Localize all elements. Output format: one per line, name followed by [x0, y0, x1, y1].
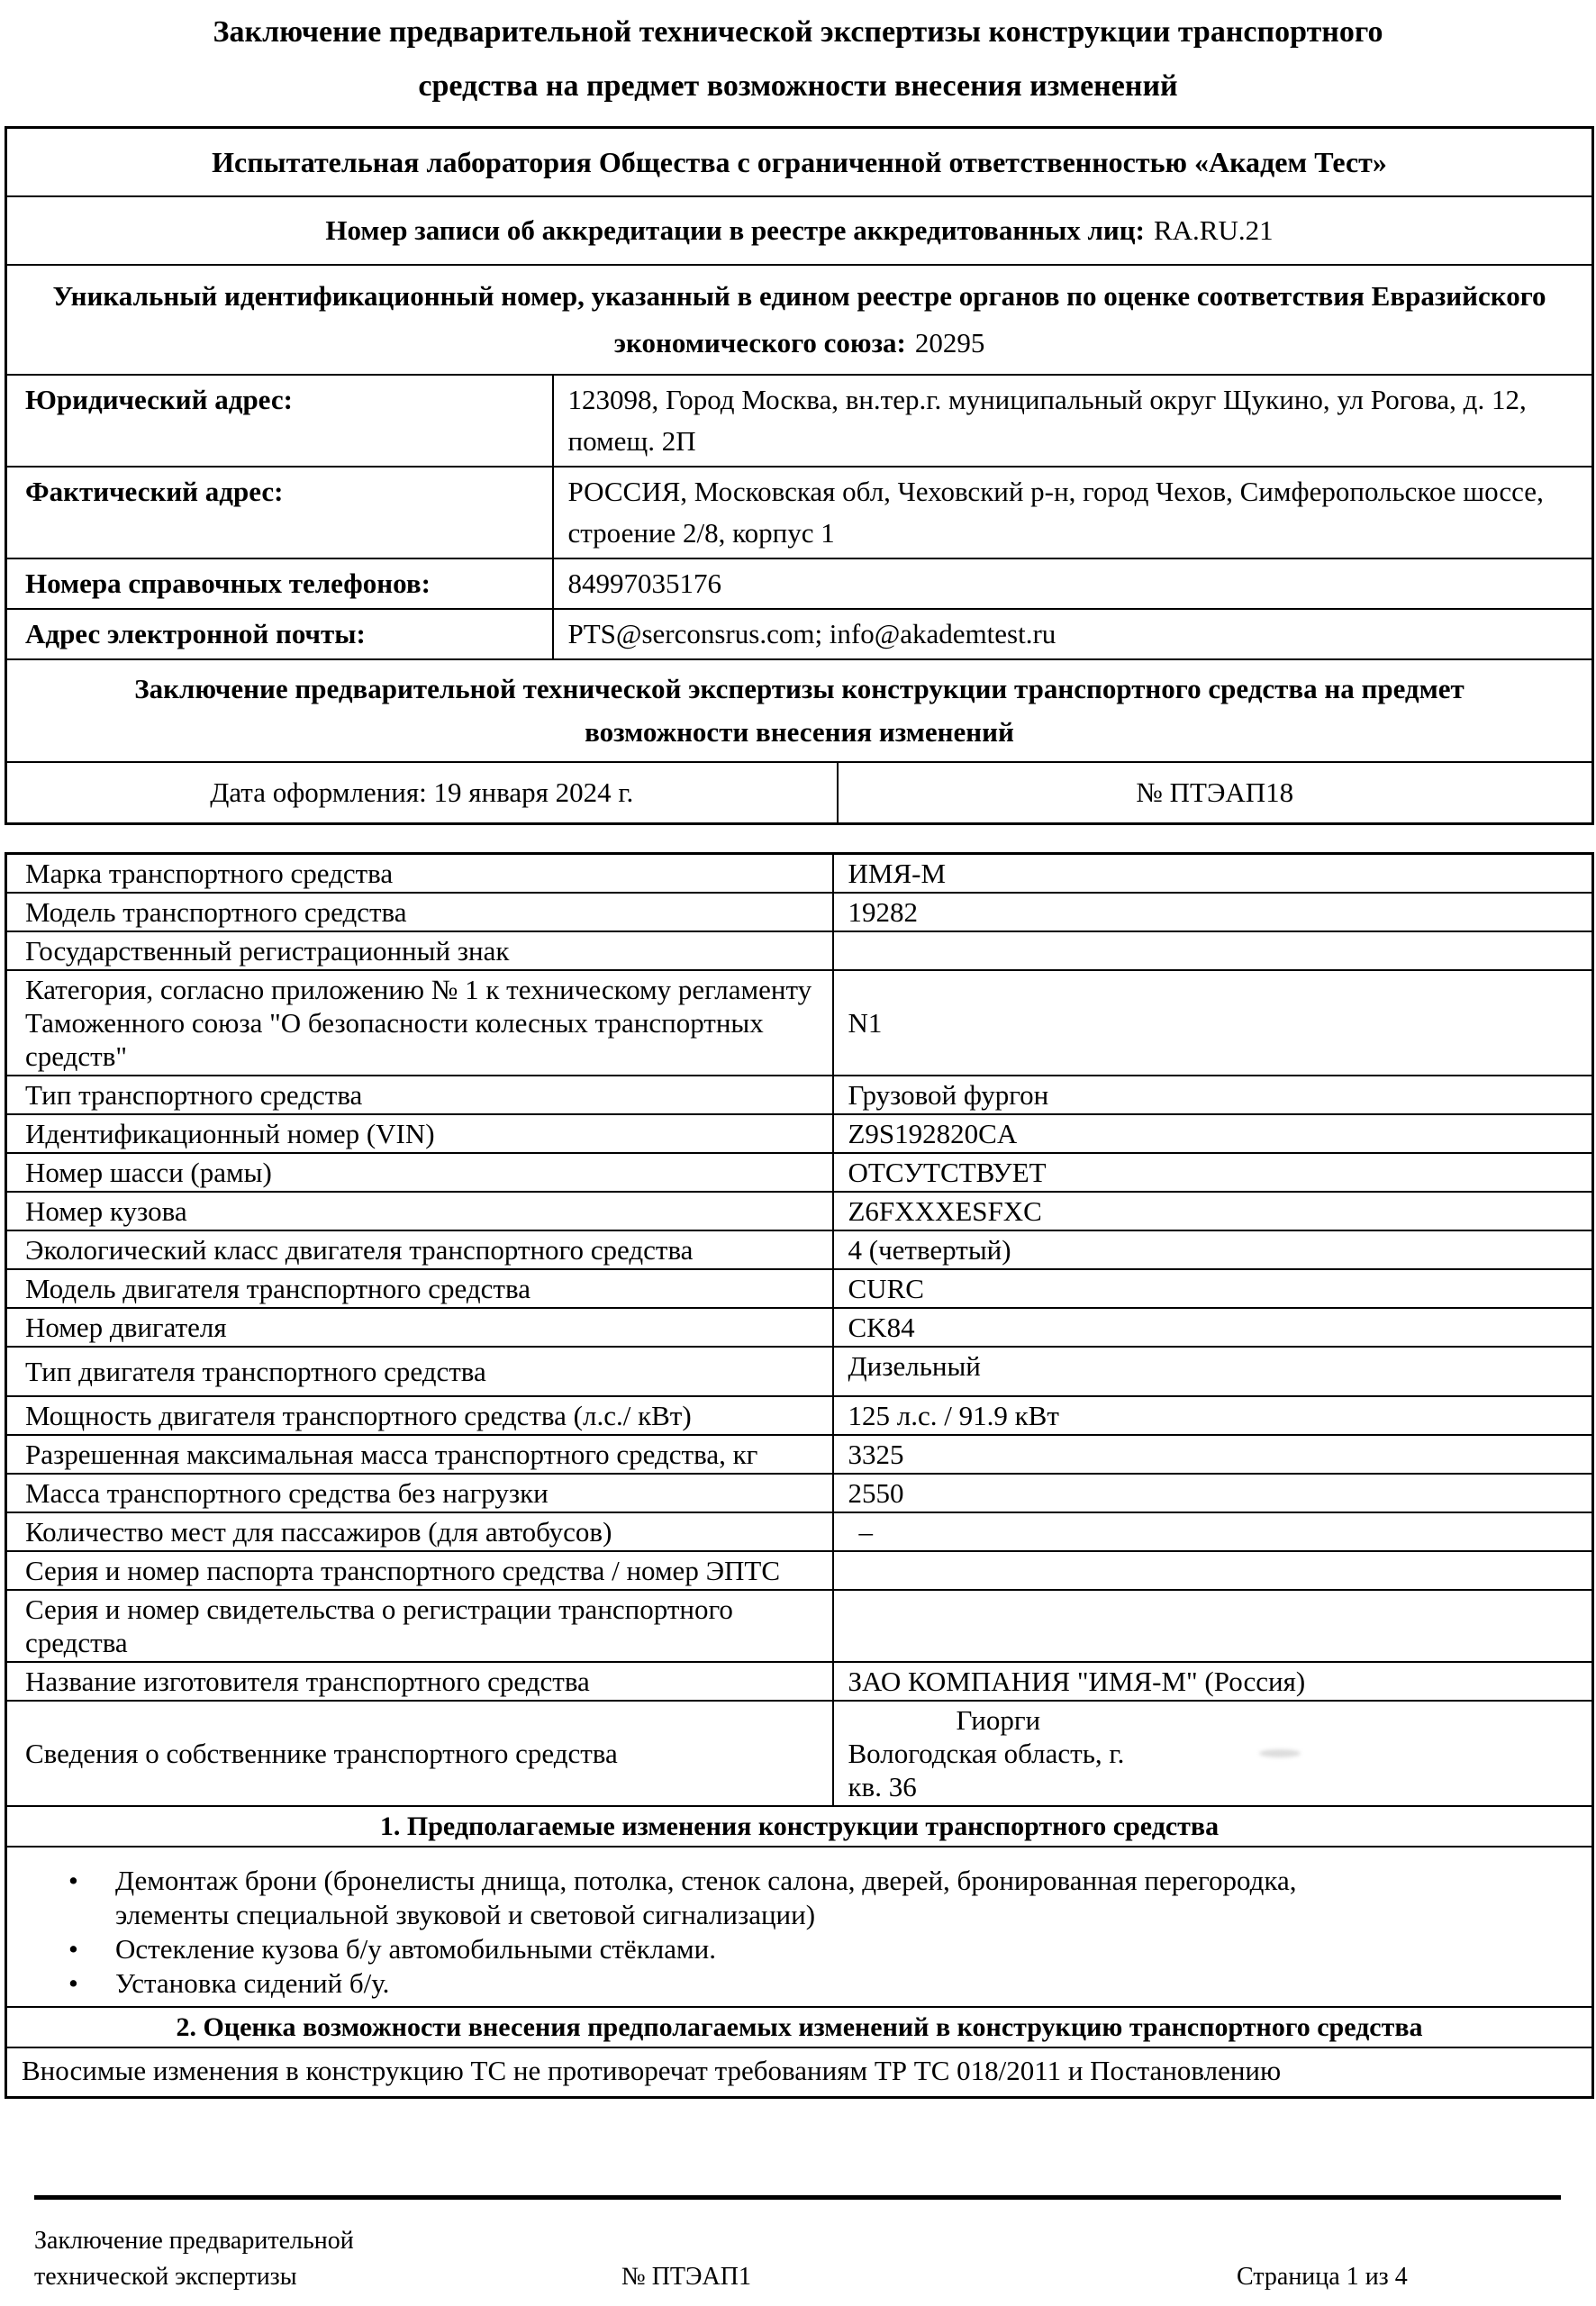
phones-label: Номера справочных телефонов:: [25, 567, 431, 599]
table-row: [6, 196, 1593, 265]
table-row: [6, 1192, 1593, 1230]
conclusion-title-cell: [6, 659, 1593, 762]
bullet-icon: •: [68, 1933, 78, 1965]
row-label: Номер кузова: [25, 1195, 187, 1227]
max-mass-label-cell: [6, 1435, 833, 1474]
table-row: [6, 762, 1593, 824]
table-row: [6, 375, 1593, 467]
engine-power-label-cell: [6, 1396, 833, 1435]
change-item-text: Демонтаж брони (бронелисты днища, потолка, стенок салона, дверей, бронированная перегородка, элементы специальной звуковой и световой сигнализации): [115, 1865, 1297, 1930]
table-row: [6, 970, 1593, 1076]
table-row: [6, 1551, 1593, 1590]
table-row: [6, 1076, 1593, 1114]
row-label: Название изготовителя транспортного средства: [25, 1666, 590, 1697]
vehicle-type-label-cell: [6, 1076, 833, 1114]
table-row: [6, 1153, 1593, 1192]
section1-heading-cell: [6, 1806, 1593, 1847]
row-label: Номер двигателя: [25, 1312, 227, 1343]
org-info-table: [5, 126, 1594, 825]
owner-name: Гиорги: [956, 1704, 1041, 1736]
page-title: Заключение предварительной технической экспертизы конструкции транспортного средства на предмет возможности внесения изменений: [213, 15, 1383, 103]
table-row: [6, 1308, 1593, 1347]
eco-class-value-cell: 4 (четвертый): [833, 1230, 1593, 1269]
vehicle-brand-value-cell: ИМЯ-М: [833, 854, 1593, 894]
table-row: [6, 1435, 1593, 1474]
engine-number-value-cell: CK84: [833, 1308, 1593, 1347]
row-label: Тип двигателя транспортного средства: [25, 1356, 486, 1387]
reg-plate-label-cell: [6, 931, 833, 970]
unladen-mass-label-cell: [6, 1474, 833, 1512]
owner-apartment: кв. 36: [848, 1771, 917, 1802]
table-row: [6, 467, 1593, 558]
engine-type-value-cell: Дизельный: [833, 1347, 1593, 1396]
seats-label-cell: [6, 1512, 833, 1551]
table-row: [6, 1347, 1593, 1396]
row-label: Тип транспортного средства: [25, 1079, 363, 1111]
table-row: [6, 931, 1593, 970]
table-row: [6, 1701, 1593, 1806]
row-label: Количество мест для пассажиров (для автобусов): [25, 1516, 612, 1548]
change-item-text: Установка сидений б/у.: [115, 1967, 390, 1999]
row-label: Масса транспортного средства без нагрузки: [25, 1477, 549, 1509]
category-value-cell: N1: [833, 970, 1593, 1076]
table-row: [6, 128, 1593, 197]
changes-list-cell: [6, 1847, 1593, 2007]
seats-value-cell: –: [833, 1512, 1593, 1551]
vin-label-cell: [6, 1114, 833, 1153]
owner-region-line: [848, 1737, 1583, 1770]
section1-heading: 1. Предполагаемые изменения конструкции транспортного средства: [379, 1811, 1220, 1841]
row-label: Модель двигателя транспортного средства: [25, 1273, 530, 1304]
unique-number-cell: [6, 265, 1593, 375]
table-row: [6, 1269, 1593, 1308]
row-label: Государственный регистрационный знак: [25, 935, 510, 967]
lab-name: Испытательная лаборатория Общества с ограниченной ответственностью «Академ Тест»: [212, 146, 1387, 178]
accreditation-value: RA.RU.21: [1153, 214, 1274, 246]
vehicle-brand-label-cell: [6, 854, 833, 894]
list-item: [7, 1932, 1582, 1966]
engine-type-label-cell: [6, 1347, 833, 1396]
table-row: [6, 265, 1593, 375]
table-row: [6, 854, 1593, 894]
actual-address-label-cell: [6, 467, 553, 558]
phones-value: 84997035176: [567, 567, 721, 599]
chassis-value-cell: ОТСУТСТВУЕТ: [833, 1153, 1593, 1192]
unique-number-value: 20295: [914, 327, 985, 359]
owner-region: Вологодская область, г.: [848, 1738, 1125, 1769]
doc-number-cell: [838, 762, 1593, 824]
manufacturer-value-cell: ЗАО КОМПАНИЯ "ИМЯ-М" (Россия): [833, 1662, 1593, 1701]
row-label: Экологический класс двигателя транспортного средства: [25, 1234, 694, 1266]
phones-label-cell: [6, 558, 553, 609]
email-label: Адрес электронной почты:: [25, 618, 366, 649]
table-row: [6, 1847, 1593, 2007]
eco-class-label-cell: [6, 1230, 833, 1269]
passport-value-cell: [833, 1551, 1593, 1590]
table-row: [6, 1474, 1593, 1512]
registration-cert-label-cell: [6, 1590, 833, 1662]
owner-value-cell: [833, 1701, 1593, 1806]
row-label: Мощность двигателя транспортного средства (л.с./ кВт): [25, 1400, 692, 1431]
table-row: [6, 1512, 1593, 1551]
email-value-cell: [553, 609, 1593, 659]
row-label: Сведения о собственнике транспортного средства: [25, 1738, 618, 1769]
row-label: Идентификационный номер (VIN): [25, 1118, 435, 1149]
footer-doc-number: № ПТЭАП1: [621, 2263, 751, 2291]
vehicle-model-value-cell: 19282: [833, 893, 1593, 931]
footer-page-number: Страница 1 из 4: [1237, 2263, 1408, 2291]
chassis-label-cell: [6, 1153, 833, 1192]
assessment-text-cell: Вносимые изменения в конструкцию ТС не противоречат требованиям ТР ТС 018/2011 и Постановлению: [6, 2047, 1593, 2098]
manufacturer-label-cell: [6, 1662, 833, 1701]
lab-name-cell: [6, 128, 1593, 197]
row-label: Серия и номер паспорта транспортного средства / номер ЭПТС: [25, 1555, 781, 1586]
vehicle-model-label-cell: [6, 893, 833, 931]
footer-doc-name-line2: технической экспертизы: [34, 2263, 297, 2291]
issue-date-cell: [6, 762, 838, 824]
conclusion-title: Заключение предварительной технической экспертизы конструкции транспортного средства на предмет возможности внесения изменений: [134, 673, 1465, 748]
engine-power-value-cell: 125 л.с. / 91.9 кВт: [833, 1396, 1593, 1435]
bullet-icon: •: [68, 1865, 78, 1896]
issue-date: Дата оформления: 19 января 2024 г.: [210, 776, 634, 808]
vehicle-type-value-cell: Грузовой фургон: [833, 1076, 1593, 1114]
list-item: [7, 1864, 1582, 1932]
unladen-mass-value-cell: 2550: [833, 1474, 1593, 1512]
redaction-smudge: [1259, 1749, 1301, 1757]
email-label-cell: [6, 609, 553, 659]
reg-plate-value-cell: [833, 931, 1593, 970]
vehicle-info-table: [5, 852, 1594, 2099]
legal-address-value: 123098, Город Москва, вн.тер.г. муниципальный округ Щукино, ул Рогова, д. 12, помещ. 2П: [567, 384, 1527, 457]
unique-number-label: Уникальный идентификационный номер, указанный в едином реестре органов по оценке соответствия Евразийского экономического союза:: [52, 280, 1546, 359]
table-row: [6, 609, 1593, 659]
vin-value-cell: Z9S192820CA: [833, 1114, 1593, 1153]
passport-label-cell: [6, 1551, 833, 1590]
table-row: [6, 1114, 1593, 1153]
row-label: Марка транспортного средства: [25, 858, 394, 889]
table-row: [6, 893, 1593, 931]
section2-heading-cell: [6, 2007, 1593, 2047]
footer-doc-name-line1: Заключение предварительной: [34, 2227, 354, 2255]
footer-divider: [34, 2195, 1561, 2200]
actual-address-value: РОССИЯ, Московская обл, Чеховский р-н, город Чехов, Симферопольское шоссе, строение 2/8, корпус 1: [567, 476, 1544, 549]
engine-model-label-cell: [6, 1269, 833, 1308]
max-mass-value-cell: 3325: [833, 1435, 1593, 1474]
list-item: [7, 1966, 1582, 2001]
legal-address-label-cell: [6, 375, 553, 467]
accreditation-cell: [6, 196, 1593, 265]
row-label: Номер шасси (рамы): [25, 1157, 272, 1188]
row-label: Разрешенная максимальная масса транспортного средства, кг: [25, 1439, 758, 1470]
accreditation-label: Номер записи об аккредитации в реестре аккредитованных лиц:: [325, 214, 1145, 246]
table-row: [6, 1662, 1593, 1701]
footer-doc-name: [34, 2223, 354, 2295]
section2-heading: 2. Оценка возможности внесения предполагаемых изменений в конструкцию транспортного средства: [176, 2012, 1423, 2042]
body-number-value-cell: Z6FXXXESFXC: [833, 1192, 1593, 1230]
table-row: [6, 558, 1593, 609]
table-row: [6, 2047, 1593, 2098]
doc-number: № ПТЭАП18: [1136, 776, 1294, 808]
owner-label-cell: [6, 1701, 833, 1806]
table-row: [6, 1590, 1593, 1662]
table-row: [6, 1230, 1593, 1269]
category-label-cell: [6, 970, 833, 1076]
registration-cert-value-cell: [833, 1590, 1593, 1662]
table-row: [6, 659, 1593, 762]
legal-address-value-cell: [553, 375, 1593, 467]
email-value: PTS@serconsrus.com; info@akademtest.ru: [567, 618, 1056, 649]
row-label: Модель транспортного средства: [25, 896, 407, 928]
phones-value-cell: [553, 558, 1593, 609]
table-row: [6, 1396, 1593, 1435]
table-row: [6, 2007, 1593, 2047]
engine-number-label-cell: [6, 1308, 833, 1347]
row-label: Серия и номер свидетельства о регистрации транспортного средства: [25, 1593, 733, 1658]
bullet-icon: •: [68, 1967, 78, 1999]
legal-address-label: Юридический адрес:: [25, 384, 293, 415]
engine-model-value-cell: CURC: [833, 1269, 1593, 1308]
change-item-text: Остекление кузова б/у автомобильными стёклами.: [115, 1933, 716, 1965]
row-label: Категория, согласно приложению № 1 к техническому регламенту Таможенного союза "О безопасности колесных транспортных средств": [25, 974, 812, 1072]
body-number-label-cell: [6, 1192, 833, 1230]
table-row: [6, 1806, 1593, 1847]
actual-address-label: Фактический адрес:: [25, 476, 284, 507]
actual-address-value-cell: [553, 467, 1593, 558]
